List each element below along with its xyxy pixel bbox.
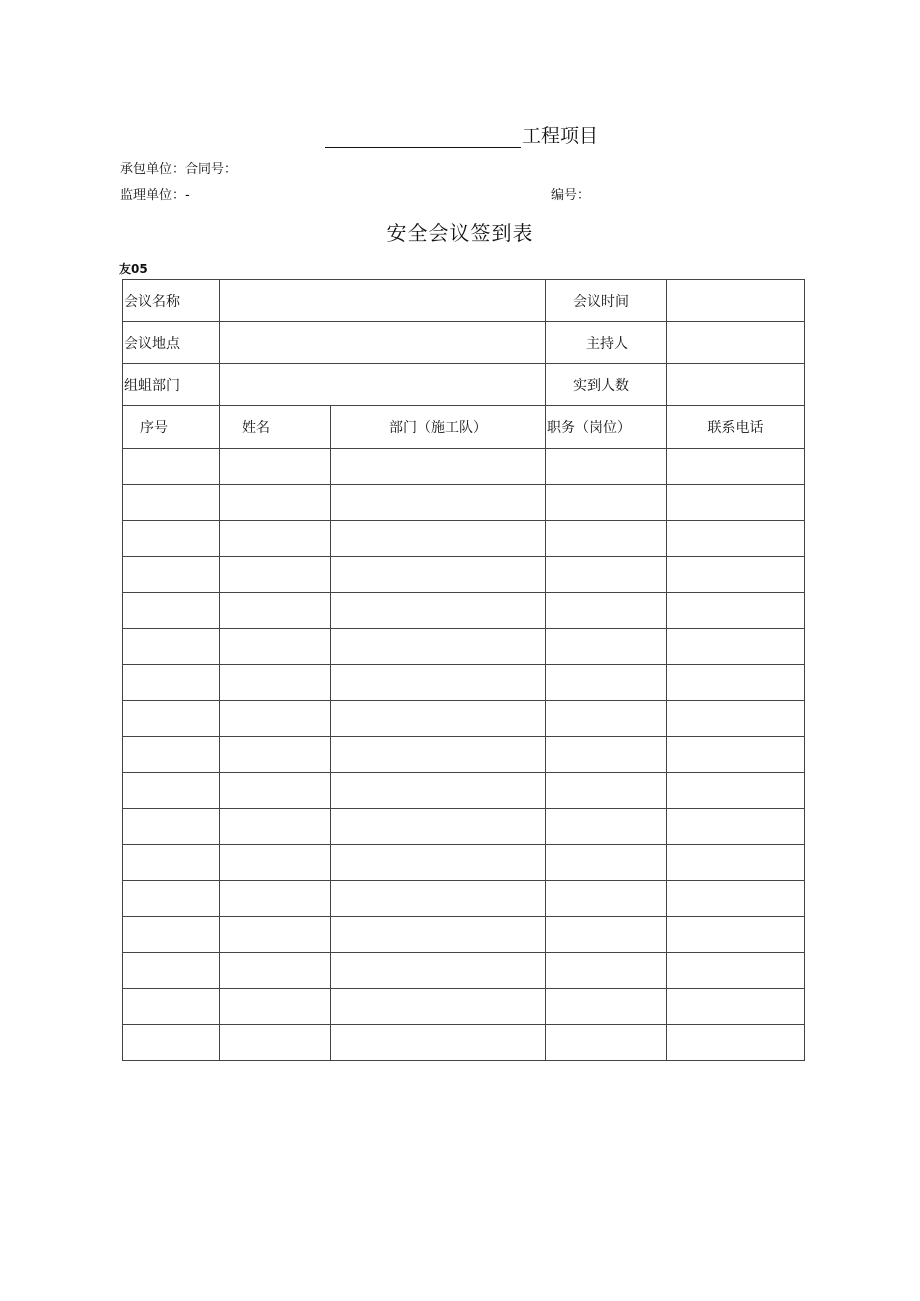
cell-name[interactable] xyxy=(220,629,331,665)
table-row xyxy=(123,593,805,629)
column-header-index: 序号 xyxy=(123,406,220,449)
cell-index[interactable] xyxy=(123,593,220,629)
cell-index[interactable] xyxy=(123,809,220,845)
info-row-meeting-place xyxy=(123,322,805,364)
cell-department[interactable] xyxy=(331,449,546,485)
cell-position[interactable] xyxy=(546,953,667,989)
cell-position[interactable] xyxy=(546,809,667,845)
table-row xyxy=(123,989,805,1025)
column-header-name: 姓名 xyxy=(220,406,331,449)
cell-name[interactable] xyxy=(220,881,331,917)
cell-department[interactable] xyxy=(331,701,546,737)
cell-department[interactable] xyxy=(331,1025,546,1061)
cell-name[interactable] xyxy=(220,845,331,881)
table-row xyxy=(123,557,805,593)
cell-department[interactable] xyxy=(331,809,546,845)
cell-phone[interactable] xyxy=(667,989,805,1025)
cell-department[interactable] xyxy=(331,989,546,1025)
supervisor-line: 监理单位：- xyxy=(120,188,190,203)
cell-index[interactable] xyxy=(123,773,220,809)
cell-index[interactable] xyxy=(123,1025,220,1061)
cell-index[interactable] xyxy=(123,557,220,593)
cell-index[interactable] xyxy=(123,701,220,737)
meeting-time-field[interactable] xyxy=(667,280,805,322)
cell-department[interactable] xyxy=(331,593,546,629)
cell-department[interactable] xyxy=(331,773,546,809)
project-title xyxy=(325,124,598,148)
cell-position[interactable] xyxy=(546,881,667,917)
cell-name[interactable] xyxy=(220,953,331,989)
cell-phone[interactable] xyxy=(667,845,805,881)
cell-phone[interactable] xyxy=(667,1025,805,1061)
cell-position[interactable] xyxy=(546,917,667,953)
cell-phone[interactable] xyxy=(667,809,805,845)
table-row xyxy=(123,953,805,989)
meeting-name-field[interactable] xyxy=(220,280,546,322)
cell-phone[interactable] xyxy=(667,557,805,593)
cell-position[interactable] xyxy=(546,665,667,701)
cell-position[interactable] xyxy=(546,629,667,665)
column-header-position: 职务（岗位） xyxy=(546,406,667,449)
cell-phone[interactable] xyxy=(667,773,805,809)
cell-name[interactable] xyxy=(220,773,331,809)
cell-name[interactable] xyxy=(220,557,331,593)
cell-phone[interactable] xyxy=(667,629,805,665)
table-row xyxy=(123,1025,805,1061)
cell-phone[interactable] xyxy=(667,701,805,737)
cell-index[interactable] xyxy=(123,485,220,521)
column-header-phone: 联系电话 xyxy=(667,406,805,449)
cell-name[interactable] xyxy=(220,665,331,701)
cell-department[interactable] xyxy=(331,917,546,953)
column-header-department: 部门（施工队） xyxy=(331,406,546,449)
meeting-place-field[interactable] xyxy=(220,322,546,364)
cell-position[interactable] xyxy=(546,701,667,737)
cell-position[interactable] xyxy=(546,521,667,557)
cell-name[interactable] xyxy=(220,701,331,737)
table-row xyxy=(123,881,805,917)
cell-department[interactable] xyxy=(331,521,546,557)
cell-name[interactable] xyxy=(220,449,331,485)
table-row xyxy=(123,629,805,665)
cell-phone[interactable] xyxy=(667,881,805,917)
table-row xyxy=(123,917,805,953)
cell-index[interactable] xyxy=(123,845,220,881)
project-name-blank xyxy=(325,127,521,148)
cell-name[interactable] xyxy=(220,485,331,521)
attendance-label: 实到人数 xyxy=(546,364,667,406)
cell-position[interactable] xyxy=(546,773,667,809)
cell-index[interactable] xyxy=(123,881,220,917)
cell-department[interactable] xyxy=(331,629,546,665)
cell-position[interactable] xyxy=(546,593,667,629)
cell-phone[interactable] xyxy=(667,485,805,521)
host-label: 主持人 xyxy=(546,322,667,364)
cell-index[interactable] xyxy=(123,449,220,485)
cell-department[interactable] xyxy=(331,557,546,593)
document-title: 安全会议签到表 xyxy=(386,221,534,245)
table-row xyxy=(123,737,805,773)
cell-phone[interactable] xyxy=(667,521,805,557)
cell-position[interactable] xyxy=(546,1025,667,1061)
form-code: 友05 xyxy=(119,262,148,276)
table-row xyxy=(123,845,805,881)
table-row xyxy=(123,701,805,737)
cell-index[interactable] xyxy=(123,629,220,665)
cell-phone[interactable] xyxy=(667,593,805,629)
cell-phone[interactable] xyxy=(667,449,805,485)
cell-name[interactable] xyxy=(220,737,331,773)
column-header-row xyxy=(123,406,805,449)
table-row xyxy=(123,449,805,485)
table-row xyxy=(123,665,805,701)
cell-index[interactable] xyxy=(123,917,220,953)
info-row-meeting-name xyxy=(123,280,805,322)
organizer-field[interactable] xyxy=(220,364,546,406)
cell-index[interactable] xyxy=(123,953,220,989)
cell-phone[interactable] xyxy=(667,917,805,953)
host-field[interactable] xyxy=(667,322,805,364)
cell-index[interactable] xyxy=(123,665,220,701)
cell-department[interactable] xyxy=(331,485,546,521)
cell-name[interactable] xyxy=(220,917,331,953)
cell-department[interactable] xyxy=(331,665,546,701)
cell-position[interactable] xyxy=(546,449,667,485)
cell-position[interactable] xyxy=(546,845,667,881)
serial-number-label: 编号： xyxy=(551,188,591,203)
cell-position[interactable] xyxy=(546,989,667,1025)
organizer-label: 组蛆部门 xyxy=(123,364,220,406)
attendance-field[interactable] xyxy=(667,364,805,406)
table-row xyxy=(123,809,805,845)
cell-name[interactable] xyxy=(220,989,331,1025)
cell-position[interactable] xyxy=(546,557,667,593)
table-row xyxy=(123,521,805,557)
cell-name[interactable] xyxy=(220,809,331,845)
meeting-time-label: 会议时间 xyxy=(546,280,667,322)
cell-phone[interactable] xyxy=(667,737,805,773)
info-row-organizer xyxy=(123,364,805,406)
contractor-line: 承包单位：合同号： xyxy=(120,162,238,177)
meeting-name-label: 会议名称 xyxy=(123,280,220,322)
cell-index[interactable] xyxy=(123,737,220,773)
cell-position[interactable] xyxy=(546,737,667,773)
cell-phone[interactable] xyxy=(667,953,805,989)
table-row xyxy=(123,773,805,809)
cell-phone[interactable] xyxy=(667,665,805,701)
cell-department[interactable] xyxy=(331,737,546,773)
sign-in-table xyxy=(122,279,805,1061)
cell-index[interactable] xyxy=(123,989,220,1025)
cell-department[interactable] xyxy=(331,845,546,881)
cell-name[interactable] xyxy=(220,593,331,629)
cell-index[interactable] xyxy=(123,521,220,557)
cell-name[interactable] xyxy=(220,521,331,557)
cell-department[interactable] xyxy=(331,881,546,917)
cell-name[interactable] xyxy=(220,1025,331,1061)
meeting-place-label: 会议地点 xyxy=(123,322,220,364)
table-row xyxy=(123,485,805,521)
cell-department[interactable] xyxy=(331,953,546,989)
cell-position[interactable] xyxy=(546,485,667,521)
project-title-suffix: 工程项目 xyxy=(522,125,599,147)
